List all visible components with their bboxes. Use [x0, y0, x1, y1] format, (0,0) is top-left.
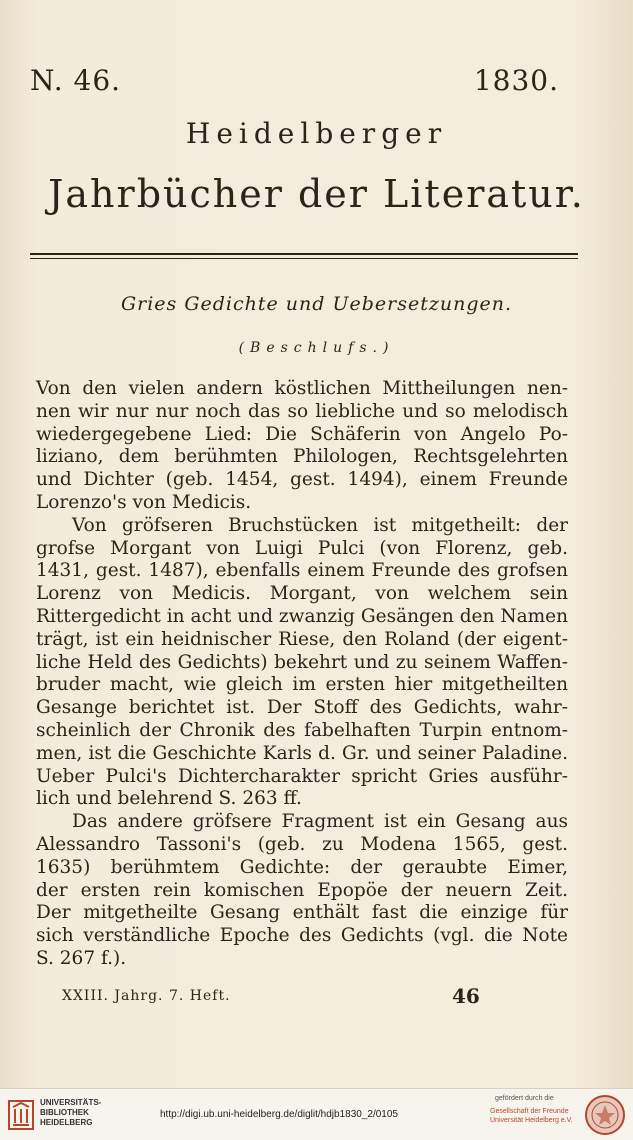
text-line: 1431, gest. 1487), ebenfalls einem Freunde des grofsen: [36, 560, 568, 582]
article-title: Gries Gedichte und Uebersetzungen.: [120, 293, 513, 315]
text-line: 1635) berühmtem Gedichte: der geraubte Eimer,: [36, 856, 568, 878]
permalink-url[interactable]: http://digi.ub.uni-heidelberg.de/diglit/hdjb1830_2/0105: [160, 1109, 398, 1120]
text-line: Alessandro Tassoni's (geb. zu Modena 1565, gest.: [36, 834, 568, 855]
title-rule-thin: [30, 258, 578, 259]
text-line: lich und belehrend S. 263 ff.: [36, 788, 302, 810]
university-seal-icon: [584, 1094, 626, 1136]
text-line: bruder macht, wie gleich im ersten hier mitgetheilten: [36, 674, 568, 696]
title-rule-thick: [30, 253, 578, 255]
text-line: men, ist die Geschichte Karls d. Gr. und seiner Paladine.: [36, 742, 568, 764]
library-name: UNIVERSITÄTS- BIBLIOTHEK HEIDELBERG: [40, 1098, 102, 1127]
year: 1830.: [473, 64, 559, 97]
text-line: Lorenz von Medicis. Morgant, von welchem sein: [36, 583, 568, 605]
text-line: liche Held des Gedichts) bekehrt und zu seinem Waffen-: [36, 651, 568, 673]
footer-signature: XXIII. Jahrg. 7. Heft.: [62, 988, 231, 1004]
text-line: Lorenzo's von Medicis.: [36, 492, 252, 513]
issue-number: N. 46.: [30, 64, 122, 97]
text-line: Das andere gröfsere Fragment ist ein Gesang aus: [72, 811, 568, 833]
text-line: und Dichter (geb. 1454, gest. 1494), einem Freunde: [36, 469, 568, 491]
library-logo-icon: [8, 1097, 34, 1133]
sponsor-prefix: gefördert durch die: [495, 1095, 554, 1102]
sponsor-name: Gesellschaft der Freunde Universität Heidelberg e.V.: [490, 1108, 573, 1124]
text-line: Von gröfseren Bruchstücken ist mitgetheilt: der: [72, 514, 568, 536]
text-line: Ueber Pulci's Dichtercharakter spricht Gries ausführ-: [36, 765, 568, 787]
text-line: sich verständliche Epoche des Gedichts (vgl. die Note: [36, 925, 568, 947]
text-line: grofse Morgant von Luigi Pulci (von Florenz, geb.: [36, 537, 568, 559]
article-subtitle: (Beschlufs.): [238, 340, 395, 356]
text-line: Der mitgetheilte Gesang enthält fast die einzige für: [36, 902, 568, 924]
text-line: der ersten rein komischen Epopöe der neuern Zeit.: [36, 879, 568, 901]
journal-title-line2: Jahrbücher der Literatur.: [48, 172, 585, 216]
text-line: trägt, ist ein heidnischer Riese, den Roland (der eigent-: [36, 628, 568, 650]
journal-title-line1: Heidelberger: [185, 117, 448, 150]
text-line: liziano, dem berühmten Philologen, Rechtsgelehrten: [36, 446, 568, 468]
text-line: Rittergedicht in acht und zwanzig Gesängen den Namen: [36, 606, 568, 627]
text-line: nen wir nur nur noch das so liebliche und so melodisch: [36, 400, 568, 422]
text-line: scheinlich der Chronik des fabelhaften Turpin entnom-: [36, 720, 568, 741]
page-number: 46: [452, 984, 480, 1008]
viewer-footer-bar: [0, 1088, 633, 1140]
text-line: S. 267 f.).: [36, 948, 127, 969]
text-line: wiedergegebene Lied: Die Schäferin von Angelo Po-: [36, 423, 568, 445]
text-line: Gesange berichtet ist. Der Stoff des Gedichts, wahr-: [36, 697, 568, 719]
text-line: Von den vielen andern köstlichen Mittheilungen nen-: [36, 378, 568, 399]
